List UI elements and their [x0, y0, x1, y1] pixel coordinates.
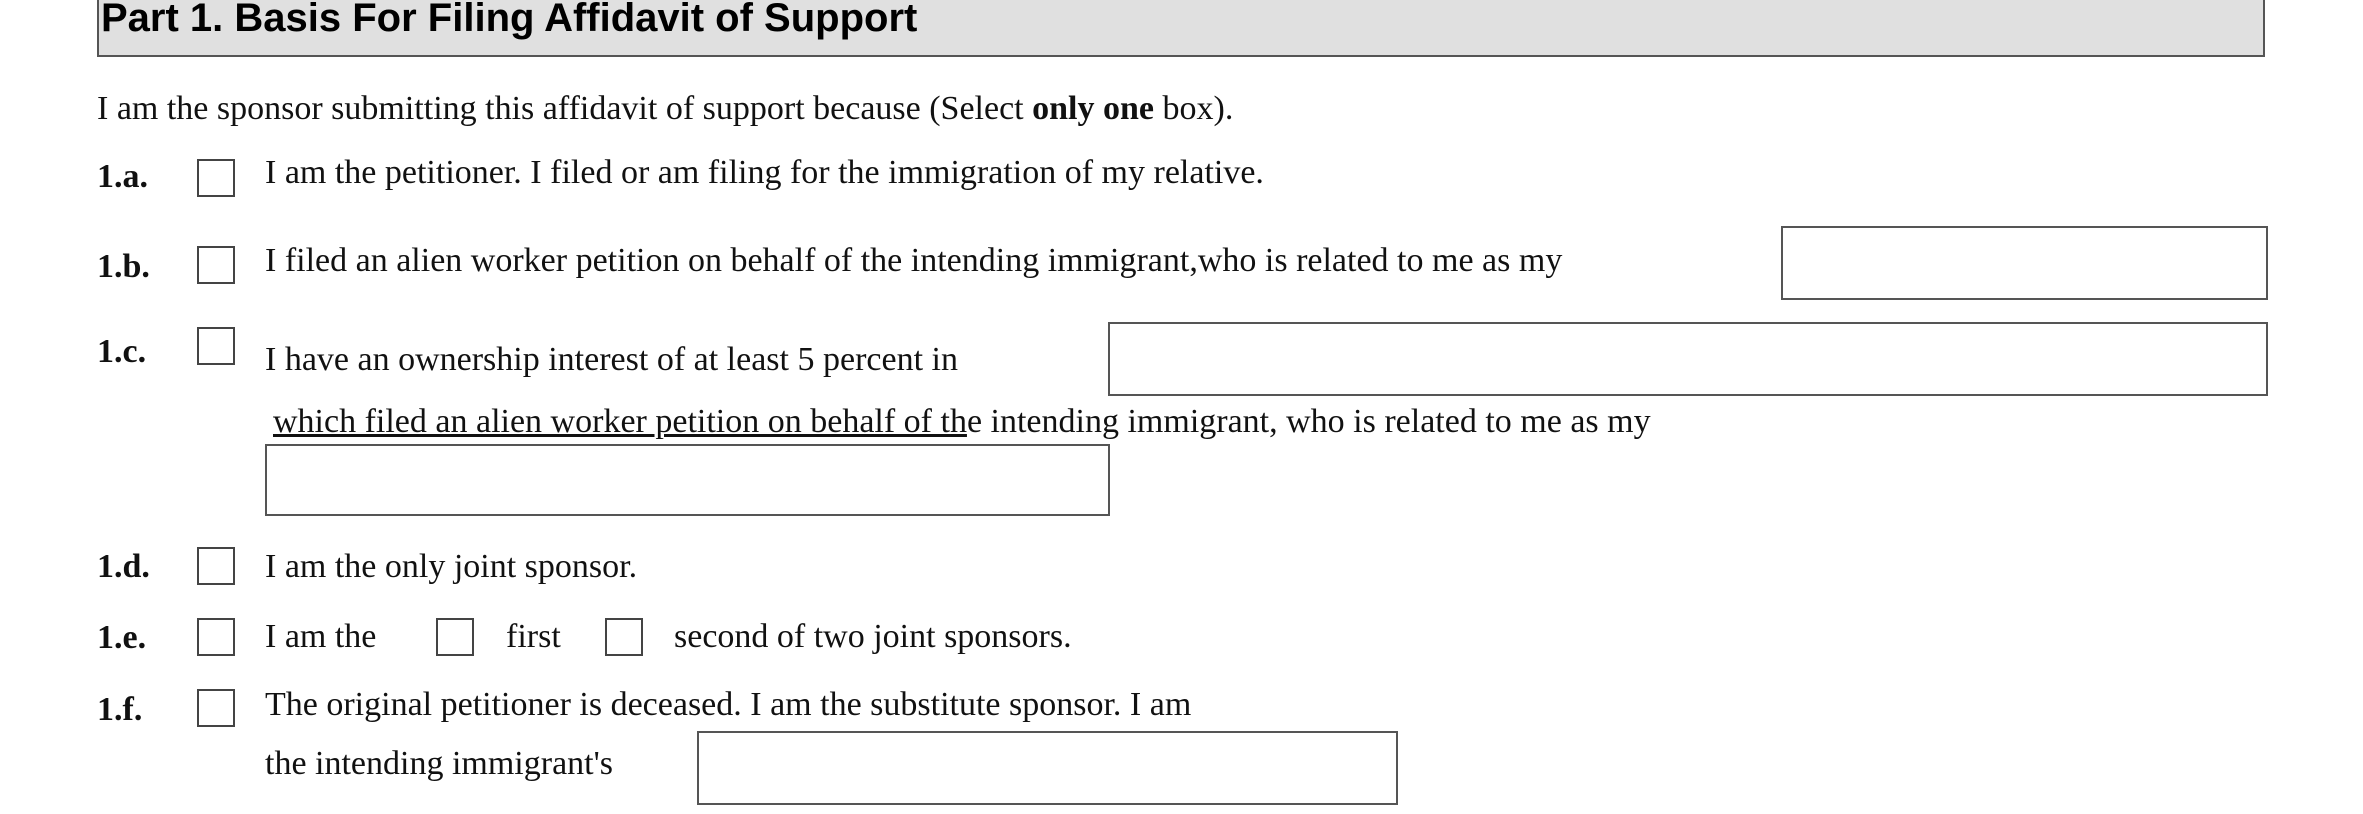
item-1b-text: I filed an alien worker petition on behalf of the intending immigrant,who is related to me as my — [265, 242, 1563, 279]
instruction-text — [97, 92, 1233, 126]
item-1e-first-checkbox[interactable] — [436, 618, 474, 656]
item-1f-relationship-field[interactable] — [697, 731, 1398, 805]
part-1-header — [97, 0, 2265, 57]
item-1a-text: I am the petitioner. I filed or am filing for the immigration of my relative. — [265, 154, 1264, 191]
item-1c-text-line2 — [273, 405, 1651, 439]
item-1e-first-label: first — [506, 618, 561, 655]
instruction-part-1: I am the sponsor submitting this affidavit of support because (Select — [97, 90, 1033, 127]
item-1c-checkbox[interactable] — [197, 327, 235, 365]
item-1d-number: 1.d. — [97, 548, 150, 585]
item-1d-text: I am the only joint sponsor. — [265, 548, 638, 585]
item-1e-second-checkbox[interactable] — [605, 618, 643, 656]
item-1c-company-field[interactable] — [1108, 322, 2268, 396]
item-1b-checkbox[interactable] — [197, 246, 235, 284]
item-1c-text-line2-rest: e intending immigrant, who is related to me as my — [966, 403, 1651, 440]
item-1a-checkbox[interactable] — [197, 159, 235, 197]
item-1c-relationship-field[interactable] — [265, 444, 1110, 516]
instruction-bold: only one — [1032, 90, 1154, 127]
item-1e-second-label: second of two joint sponsors. — [674, 618, 1072, 655]
item-1a-number: 1.a. — [97, 158, 148, 195]
item-1e-number: 1.e. — [97, 619, 147, 656]
item-1e-text: I am the — [265, 618, 377, 655]
item-1c-text-line2-underlined: which filed an alien worker petition on behalf of th — [273, 403, 967, 440]
item-1e-checkbox[interactable] — [197, 618, 235, 656]
item-1f-number: 1.f. — [97, 691, 143, 728]
item-1b-relationship-field[interactable] — [1781, 226, 2268, 300]
item-1b-number: 1.b. — [97, 248, 150, 285]
item-1c-number: 1.c. — [97, 333, 147, 370]
item-1f-text: The original petitioner is deceased. I am the substitute sponsor. I am — [265, 686, 1192, 723]
item-1c-text: I have an ownership interest of at least 5 percent in — [265, 341, 958, 378]
item-1f-text-line2: the intending immigrant's — [265, 745, 613, 782]
item-1f-checkbox[interactable] — [197, 689, 235, 727]
instruction-part-2: box). — [1154, 90, 1234, 127]
item-1d-checkbox[interactable] — [197, 547, 235, 585]
part-title: Part 1. Basis For Filing Affidavit of Support — [101, 0, 918, 40]
